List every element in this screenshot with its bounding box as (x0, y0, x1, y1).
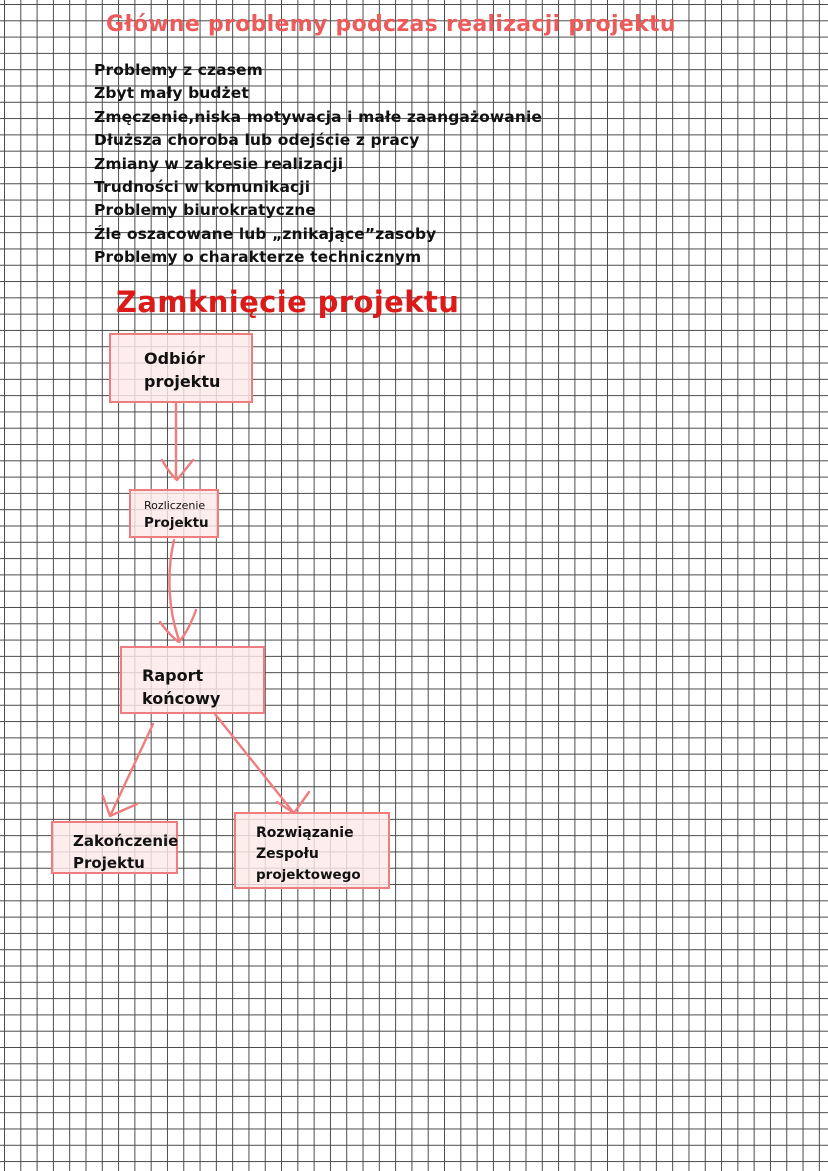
problem-item: Problemy o charakterze technicznym (94, 248, 422, 267)
step-label: Projektu (73, 854, 145, 872)
step-label: projektu (144, 372, 221, 391)
step-label: Zespołu (256, 846, 319, 862)
problem-item: Problemy biurokratyczne (94, 201, 316, 220)
step-label: Odbiór (144, 349, 205, 368)
step-label: projektowego (256, 867, 361, 883)
page-title: Główne problemy podczas realizacji projektu (106, 12, 676, 37)
step-label: Raport (142, 666, 204, 685)
step-label: Projektu (144, 515, 209, 531)
problem-item: Trudności w komunikacji (94, 178, 311, 197)
section-title-closure: Zamknięcie projektu (116, 285, 460, 319)
arrow-rozliczenie-to-raport (169, 540, 179, 640)
arrow-raport-to-rozwiazanie (215, 714, 293, 812)
arrow-raport-to-zakonczenie (111, 724, 153, 814)
problem-item: Zbyt mały budżet (94, 84, 249, 103)
step-rozliczenie-projektu (129, 489, 219, 538)
step-label: końcowy (142, 689, 221, 708)
problem-item: Źle oszacowane lub „znikające”zasoby (94, 224, 437, 243)
step-odbior-projektu (109, 333, 253, 403)
arrowhead-rozliczenie (162, 460, 193, 480)
step-zakonczenie-projektu (51, 821, 178, 874)
problem-item: Dłuższa choroba lub odejście z pracy (94, 131, 420, 150)
step-rozwiazanie-zespolu (234, 812, 390, 889)
step-label: Zakończenie (73, 832, 179, 850)
problem-item: Zmiany w zakresie realizacji (94, 154, 344, 173)
problem-item: Problemy z czasem (94, 61, 263, 79)
arrowhead-zakonczenie (103, 796, 137, 816)
arrowhead-rozwiazanie (277, 792, 309, 813)
step-label: Rozliczenie (144, 499, 206, 512)
problem-item: Zmęczenie,niska motywacja i małe zaangażowanie (94, 107, 542, 126)
step-label: Rozwiązanie (256, 825, 354, 841)
step-raport-koncowy (120, 646, 265, 714)
